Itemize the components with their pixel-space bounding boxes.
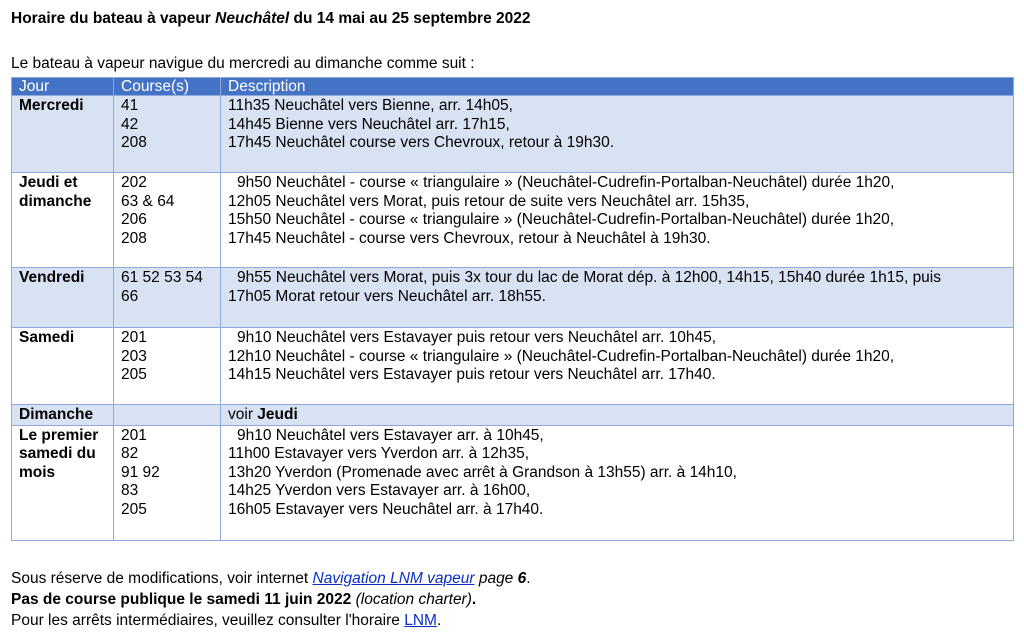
title-prefix: Horaire du bateau à vapeur (11, 10, 216, 27)
page-title (11, 10, 530, 28)
table-row (12, 96, 1014, 173)
courses-cell: 202 63 & 64 206 208 (114, 173, 221, 268)
title-suffix: du 14 mai au 25 septembre 2022 (289, 10, 531, 27)
footer-line-1: Sous réserve de modifications, voir internet Navigation LNM vapeur page 6. (11, 570, 531, 587)
header-courses: Course(s) (114, 78, 221, 96)
lnm-link[interactable]: LNM (404, 612, 437, 629)
courses-cell: 61 52 53 54 66 (114, 268, 221, 328)
day-cell: Vendredi (12, 268, 114, 328)
day-cell: Le premier samedi du mois (12, 425, 114, 540)
title-boat-name: Neuchâtel (215, 10, 290, 27)
table-header-row (12, 78, 1014, 96)
table-row (12, 328, 1014, 405)
description-cell: 9h55 Neuchâtel vers Morat, puis 3x tour du lac de Morat dép. à 12h00, 14h15, 15h40 durée 1h15, puis 17h05 Morat retour vers Neuchâtel arr. 18h55. (221, 268, 1014, 328)
header-description: Description (221, 78, 1014, 96)
courses-cell (114, 405, 221, 426)
day-cell: Samedi (12, 328, 114, 405)
header-jour: Jour (12, 78, 114, 96)
table-row (12, 173, 1014, 268)
day-cell: Dimanche (12, 405, 114, 426)
courses-cell: 201 203 205 (114, 328, 221, 405)
day-cell: Mercredi (12, 96, 114, 173)
description-cell: 9h50 Neuchâtel - course « triangulaire » (Neuchâtel-Cudrefin-Portalban-Neuchâtel) durée 1h20, 12h05 Neuchâtel vers Morat, puis retour de suite vers Neuchâtel arr. 15h35, 15h50 Neuchâtel - course « triangulaire » (Neuchâtel-Cudrefin-Portalban-Neuchâtel) durée 1h20, 17h45 Neuchâtel - course vers Chevroux, retour à Neuchâtel à 19h30. (221, 173, 1014, 268)
table-row (12, 405, 1014, 426)
table-row (12, 425, 1014, 540)
courses-cell: 201 82 91 92 83 205 (114, 425, 221, 540)
footer-line-3: Pour les arrêts intermédiaires, veuillez consulter l'horaire LNM. (11, 612, 442, 629)
table-row (12, 268, 1014, 328)
description-cell: 9h10 Neuchâtel vers Estavayer puis retour vers Neuchâtel arr. 10h45, 12h10 Neuchâtel - course « triangulaire » (Neuchâtel-Cudrefin-Portalban-Neuchâtel) durée 1h20, 14h15 Neuchâtel vers Estavayer puis retour vers Neuchâtel arr. 17h40. (221, 328, 1014, 405)
footer-notes (11, 568, 531, 631)
description-cell: 11h35 Neuchâtel vers Bienne, arr. 14h05, 14h45 Bienne vers Neuchâtel arr. 17h15, 17h45 Neuchâtel course vers Chevroux, retour à 19h30. (221, 96, 1014, 173)
description-cell: 9h10 Neuchâtel vers Estavayer arr. à 10h45, 11h00 Estavayer vers Yverdon arr. à 12h35, 13h20 Yverdon (Promenade avec arrêt à Grandson à 13h55) arr. à 14h10, 14h25 Yverdon vers Estavayer arr. à 16h00, 16h05 Estavayer vers Neuchâtel arr. à 17h40. (221, 425, 1014, 540)
day-cell: Jeudi et dimanche (12, 173, 114, 268)
description-cell: voir Jeudi (221, 405, 1014, 426)
courses-cell: 41 42 208 (114, 96, 221, 173)
navigation-lnm-vapeur-link[interactable]: Navigation LNM vapeur (312, 570, 475, 587)
footer-line-2: Pas de course publique le samedi 11 juin 2022 (location charter). (11, 591, 477, 608)
intro-text: Le bateau à vapeur navigue du mercredi au dimanche comme suit : (11, 55, 475, 72)
schedule-table (11, 77, 1014, 541)
